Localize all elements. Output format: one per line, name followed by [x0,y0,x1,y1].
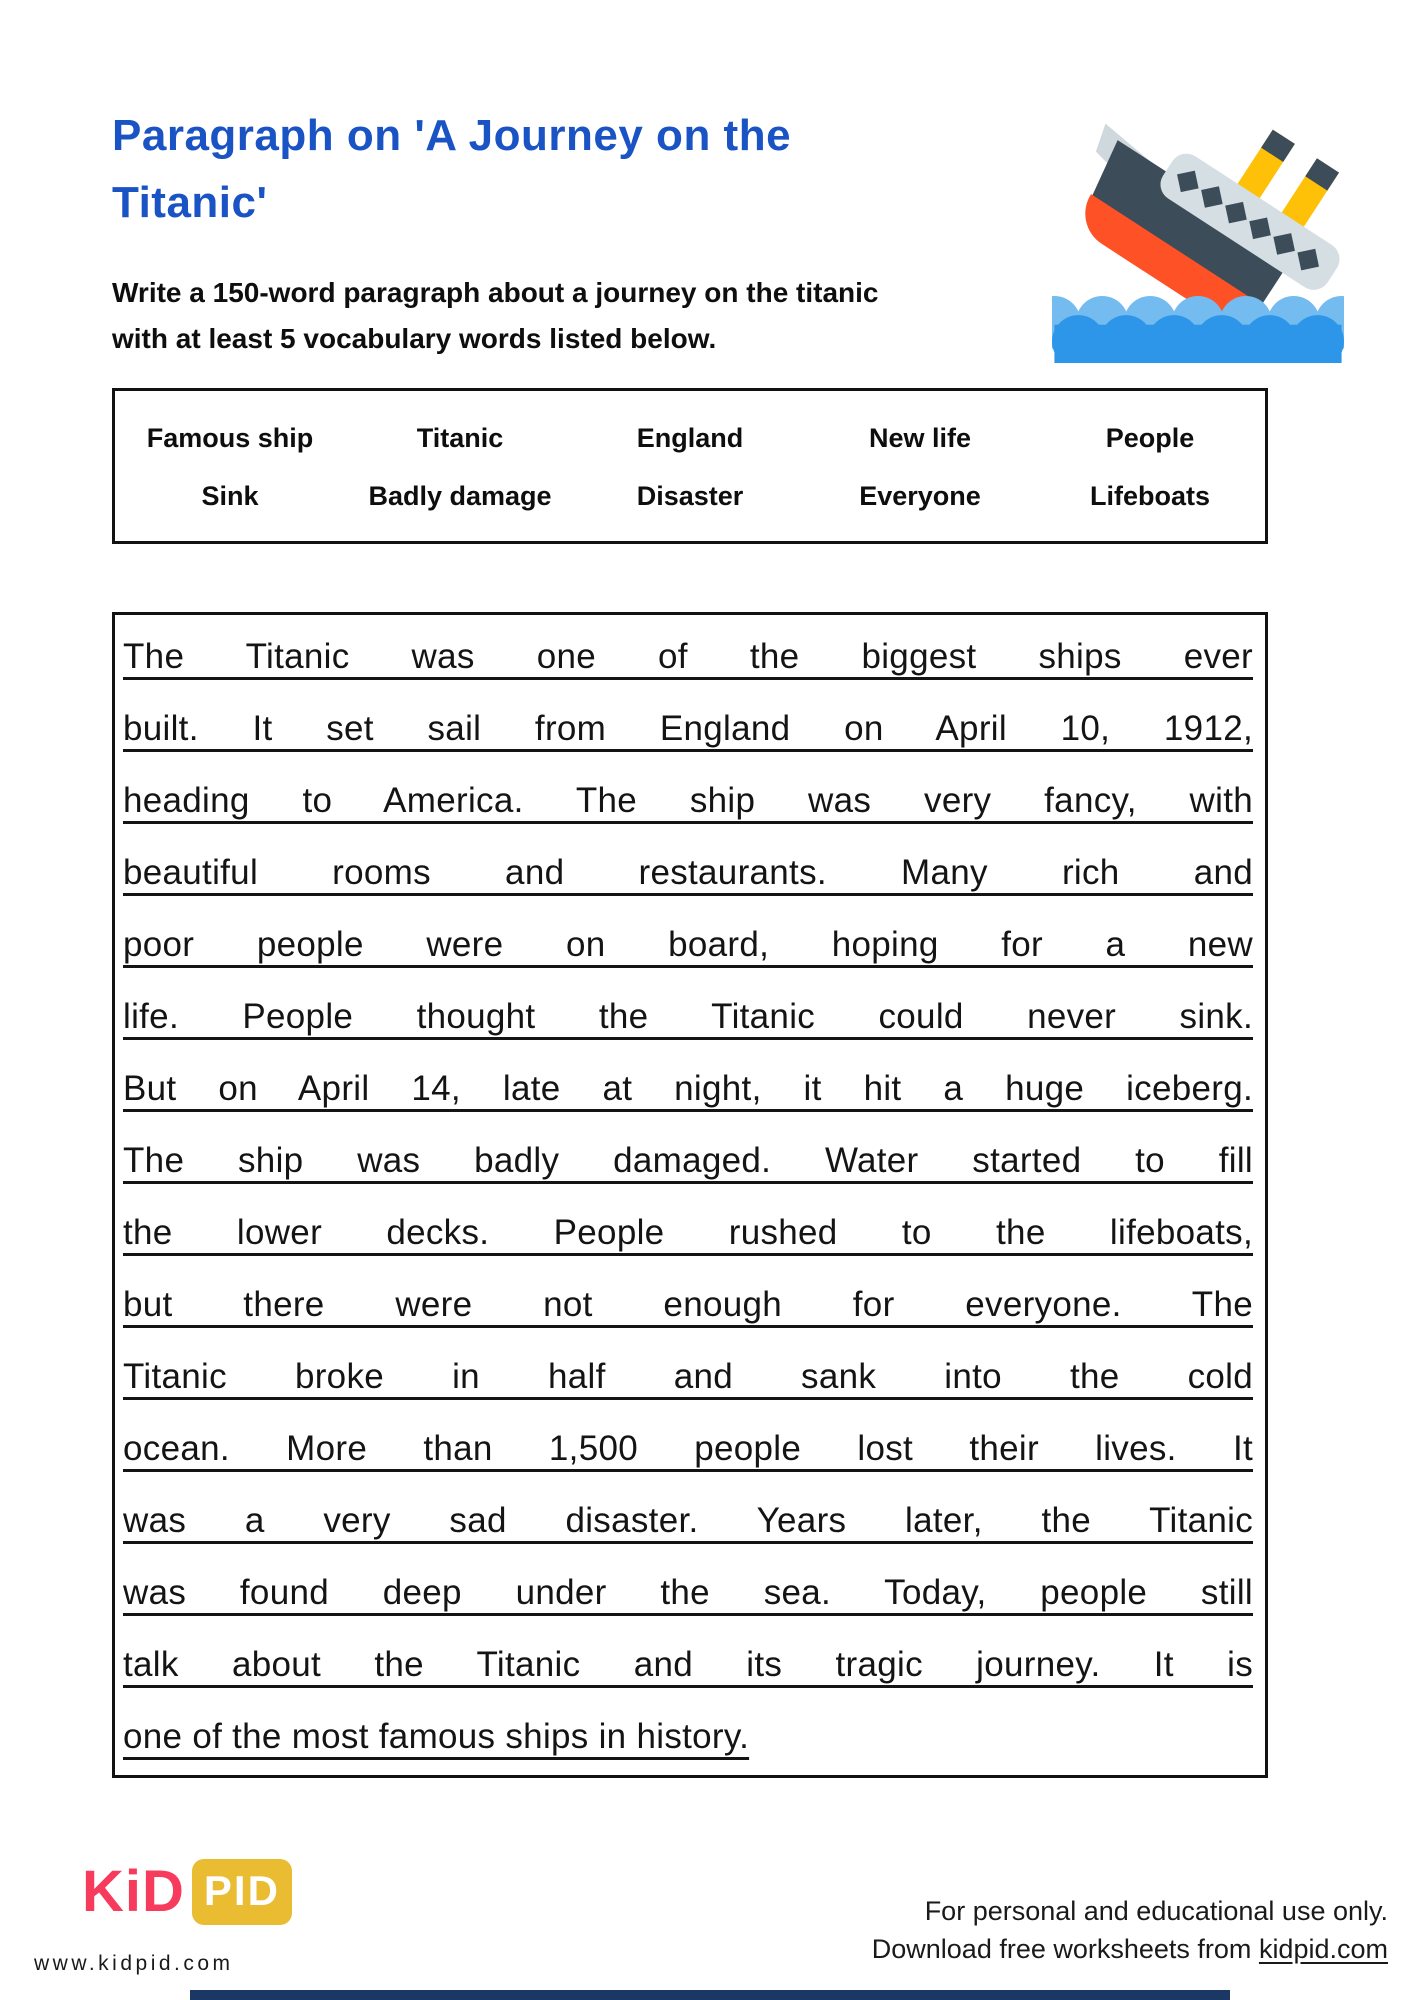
vocabulary-box [112,388,1268,544]
vocabulary-row-1 [115,409,1265,467]
paragraph-box [112,612,1268,1778]
paragraph-line: was found deep under the sea. Today, people still [123,1573,1253,1612]
paragraph-line: talk about the Titanic and its tragic journey. It is [123,1645,1253,1684]
instructions-line-1: Write a 150-word paragraph about a journey on the titanic [112,277,879,308]
logo-kid-text: KiD [82,1859,185,1924]
paragraph-line: The ship was badly damaged. Water started to fill [123,1141,1253,1180]
paragraph-line: beautiful rooms and restaurants. Many rich and [123,853,1253,892]
kidpid-link[interactable]: kidpid.com [1258,1934,1388,1964]
paragraph-line: Titanic broke in half and sank into the cold [123,1357,1253,1396]
instructions [112,270,1052,362]
vocabulary-row-2 [115,467,1265,525]
kidpid-logo [82,1858,292,1925]
vocab-word: England [636,422,744,453]
vocab-word: People [1105,422,1195,453]
paragraph-line: the lower decks. People rushed to the lifeboats, [123,1213,1253,1252]
sinking-ship-icon [1052,95,1344,363]
paragraph-line: poor people were on board, hoping for a new [123,925,1253,964]
waves [1052,296,1344,363]
vocab-word: Lifeboats [1089,480,1210,511]
page-title [112,102,972,236]
vocab-word: Everyone [859,480,981,511]
vocab-word: Titanic [416,422,504,453]
paragraph-line: heading to America. The ship was very fancy, with [123,781,1253,820]
vocab-word: New life [868,422,972,453]
vocab-word: Famous ship [146,422,314,453]
page-title-line-2: Titanic' [112,178,268,227]
footer-usage-block [872,1892,1388,1968]
paragraph-line: But on April 14, late at night, it hit a huge iceberg. [123,1069,1253,1108]
usage-note: For personal and educational use only. [924,1896,1388,1926]
paragraph-line: but there were not enough for everyone. The [123,1285,1253,1324]
paragraph-line: one of the most famous ships in history. [123,1717,750,1756]
vocab-word: Sink [201,480,259,511]
paragraph-line: life. People thought the Titanic could never sink. [123,997,1253,1036]
download-note [872,1930,1388,1968]
paragraph-line: ocean. More than 1,500 people lost their lives. It [123,1429,1253,1468]
page-title-line-1: Paragraph on 'A Journey on the [112,111,792,160]
instructions-line-2: with at least 5 vocabulary words listed below. [112,323,717,354]
vocab-word: Badly damage [368,480,552,511]
paragraph-line: built. It set sail from England on April 10, 1912, [123,709,1253,748]
paragraph-line: was a very sad disaster. Years later, the Titanic [123,1501,1253,1540]
vocab-word: Disaster [636,480,744,511]
paragraph-line: The Titanic was one of the biggest ships ever [123,637,1253,676]
logo-pid-badge: PID [192,1859,292,1925]
download-note-prefix: Download free worksheets from [871,1934,1259,1964]
bottom-bar [190,1990,1230,2000]
website-url: www.kidpid.com [34,1952,234,1975]
